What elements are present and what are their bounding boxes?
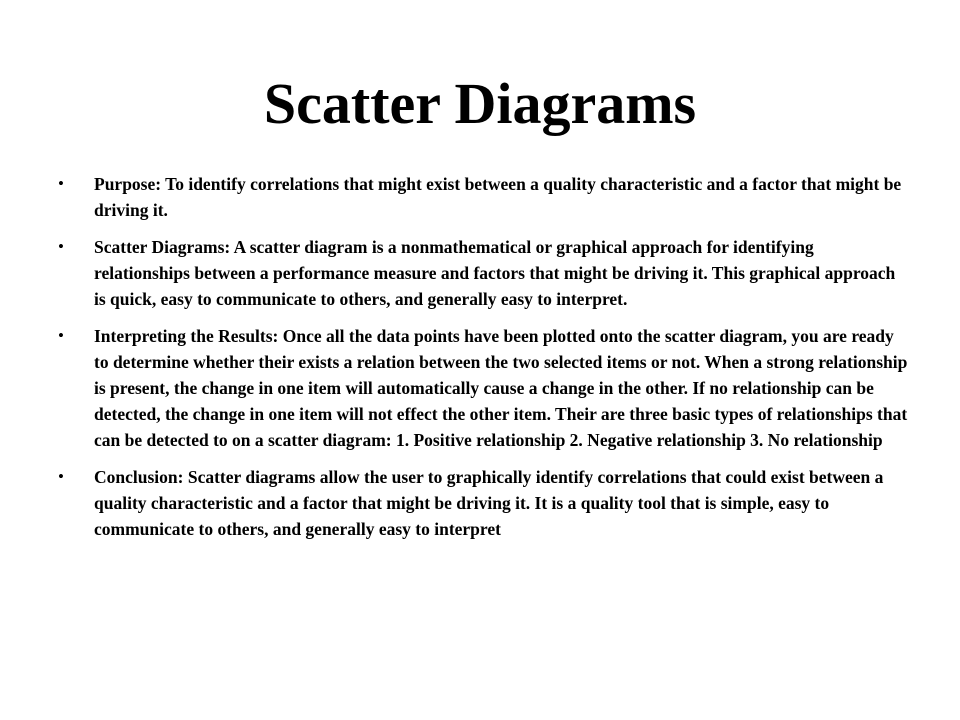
bullet-icon: • bbox=[58, 467, 64, 486]
bullet-item-interpreting-results bbox=[58, 323, 910, 453]
bullet-text-scatter-diagrams: Scatter Diagrams: A scatter diagram is a nonmathematical or graphical approach for identifying relationships between a performance measure and factors that might be driving it. This graphical approach is quick, easy to communicate to others, and generally easy to interpret. bbox=[94, 237, 896, 309]
bullet-item-conclusion bbox=[58, 464, 910, 542]
bullet-icon: • bbox=[58, 237, 64, 256]
bullet-text-purpose: Purpose: To identify correlations that might exist between a quality characteristic and a factor that might be driving it. bbox=[94, 174, 902, 220]
bullet-icon: • bbox=[58, 174, 64, 193]
bullet-icon: • bbox=[58, 326, 64, 345]
bullet-text-conclusion: Conclusion: Scatter diagrams allow the user to graphically identify correlations that could exist between a quality characteristic and a factor that might be driving it. It is a quality tool that is simple, easy to communicate to others, and generally easy to interpret bbox=[94, 467, 884, 539]
bullet-text-interpreting-results: Interpreting the Results: Once all the data points have been plotted onto the scatter diagram, you are ready to determine whether their exists a relation between the two selected items or not. When a strong relationship is present, the change in one item will automatically cause a change in the other. If no relationship can be detected, the change in one item will not effect the other item. Their are three basic types of relationships that can be detected to on a scatter diagram: 1. Positive relationship 2. Negative relationship 3. No relationship bbox=[94, 326, 908, 450]
bullet-item-scatter-diagrams bbox=[58, 234, 910, 312]
slide-title: Scatter Diagrams bbox=[263, 71, 697, 136]
bullet-item-purpose bbox=[58, 171, 910, 223]
bullet-list bbox=[58, 171, 910, 553]
